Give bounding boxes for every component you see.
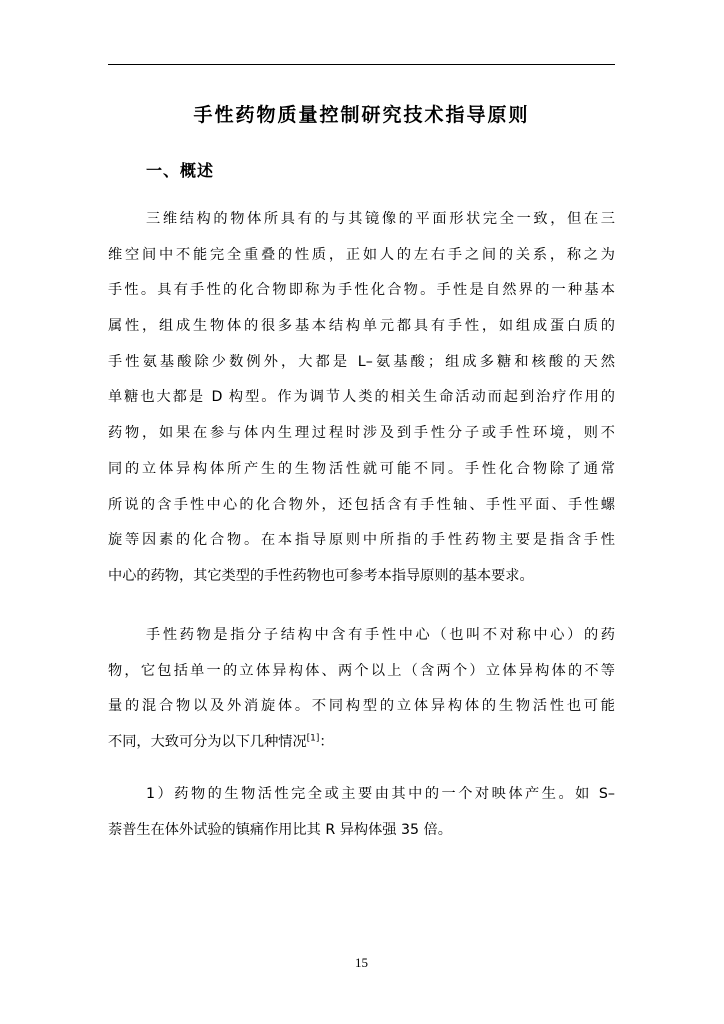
reference-mark: [1] [306,733,320,744]
text-segment: ： [319,734,334,751]
paragraph-1 [108,202,615,595]
text-line: 手性氨基酸除少数例外，大都是 L–氨基酸；组成多糖和核酸的天然 [108,353,615,370]
text-line: 单糖也大都是 D 构型。作为调节人类的相关生命活动而起到治疗作用的 [108,389,615,406]
page-number: 15 [355,955,368,970]
text-line: 量的混合物以及外消旋体。不同构型的立体异构体的生物活性也可能 [108,698,615,715]
header-rule [108,64,615,65]
text-line: 物，它包括单一的立体异构体、两个以上（含两个）立体异构体的不等 [108,662,615,679]
paragraph-2 [108,618,615,761]
document-title: 手性药物质量控制研究技术指导原则 [193,104,530,126]
text-line: 手性药物是指分子结构中含有手性中心（也叫不对称中心）的药 [146,627,615,643]
text-line: 属性，组成生物体的很多基本结构单元都具有手性，如组成蛋白质的 [108,318,615,335]
text-line: 中心的药物，其它类型的手性药物也可参考本指导原则的基本要求。 [108,567,534,584]
text-line: 萘普生在体外试验的镇痛作用比其 R 异构体强 35 倍。 [108,821,452,838]
text-line: 所说的含手性中心的化合物外，还包括含有手性轴、手性平面、手性螺 [108,496,615,513]
text-line: 旋等因素的化合物。在本指导原则中所指的手性药物主要是指含手性 [108,532,615,549]
section-heading: 一、概述 [146,161,215,180]
text-line: 1）药物的生物活性完全或主要由其中的一个对映体产生。如 S– [146,786,615,802]
text-line: 同的立体异构体所产生的生物活性就可能不同。手性化合物除了通常 [108,460,615,477]
text-line: 三维结构的物体所具有的与其镜像的平面形状完全一致，但在三 [146,211,615,227]
text-line: 维空间中不能完全重叠的性质，正如人的左右手之间的关系，称之为 [108,246,615,263]
text-segment: 不同，大致可分为以下几种情况 [108,734,307,751]
text-line [108,725,615,761]
text-line: 手性。具有手性的化合物即称为手性化合物。手性是自然界的一种基本 [108,282,615,299]
paragraph-3 [108,777,615,848]
text-line: 药物，如果在参与体内生理过程时涉及到手性分子或手性环境，则不 [108,425,615,442]
